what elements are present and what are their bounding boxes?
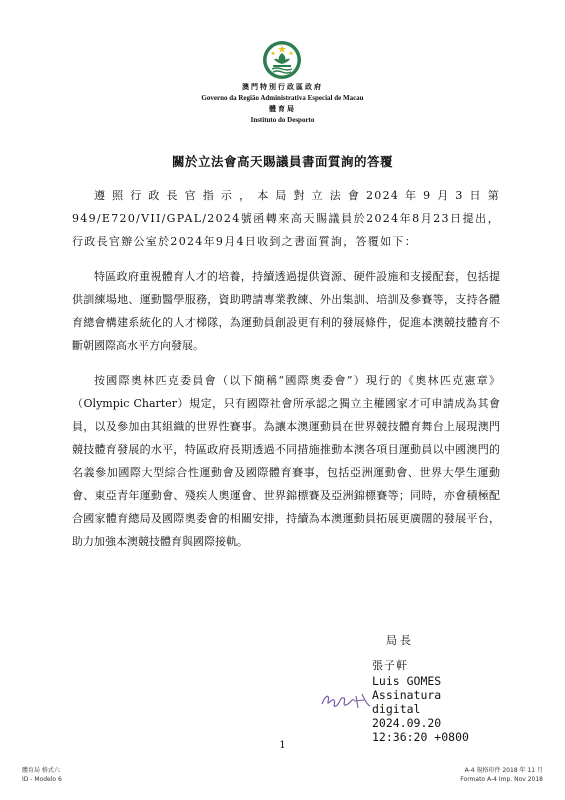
digital-signature-line: Assinatura bbox=[372, 688, 442, 702]
footer-form-id bbox=[22, 766, 62, 784]
footer-format-zh: A-4 規格印件 2018 年 11 月 bbox=[464, 767, 543, 774]
department-name-pt: Instituto do Desporto bbox=[250, 116, 315, 124]
macau-emblem-icon bbox=[262, 40, 302, 80]
digital-signature-line: 2024.09.20 bbox=[372, 716, 442, 730]
footer-form-id-zh: 體育局 格式六 bbox=[22, 767, 60, 774]
handwritten-signature-icon bbox=[318, 688, 374, 712]
page-number: 1 bbox=[279, 740, 286, 751]
signatory-name: 張子軒 bbox=[372, 659, 408, 672]
digital-signature-line: 12:36:20 +0800 bbox=[372, 730, 469, 744]
footer-format-pt: Formato A-4 Imp. Nov 2018 bbox=[460, 776, 543, 783]
signatory-title: 局長 bbox=[386, 634, 414, 647]
digital-signature-line: digital bbox=[372, 702, 421, 716]
footer-format bbox=[460, 766, 543, 784]
paragraph: 按國際奧林匹克委員會（以下簡稱“國際奧委會”）現行的《奧林匹克憲章》（Olympic Charter）規定，只有國際社會所承認之獨立主權國家才可申請成為其會員，以及參加由其組織的世界性賽事。為讓本澳運動員在世界競技體育舞台上展現澳門競技體育發展的水平，特區政府長期透過不同措施推動本澳各項目運動員以中國澳門的名義參加國際大型綜合性運動會及國際體育賽事，包括亞洲運動會、世界大學生運動會、東亞青年運動會、殘疾人奧運會、世界錦標賽及亞洲錦標賽等；同時，亦會積極配合國家體育總局及國際奧委會的相關安排，持續為本澳運動員拓展更廣闊的發展平台，助力加強本澳競技體育與國際接軌。 bbox=[72, 374, 500, 548]
paragraph: 特區政府重視體育人才的培養，持續透過提供資源、硬件設施和支援配套，包括提供訓練場地、運動醫學服務，資助聘請專業教練、外出集訓、培訓及參賽等，支持各體育總會構建系統化的人才梯隊，為運動員創設更有利的發展條件，促進本澳競技體育不斷朝國際高水平方向發展。 bbox=[72, 270, 500, 352]
department-name-zh: 體育局 bbox=[269, 105, 296, 113]
paragraph: 遵照行政長官指示，本局對立法會2024年9月3日第949/E720/VII/GPAL/2024號函轉來高天賜議員於2024年8月23日提出，行政長官辦公室於2024年9月4日收到之書面質詢，答覆如下： bbox=[72, 189, 500, 248]
letterhead bbox=[0, 82, 565, 126]
government-name-pt: Governo da Região Administrativa Especial de Macau bbox=[201, 94, 364, 102]
document-title: 關於立法會高天賜議員書面質詢的答覆 bbox=[171, 154, 393, 169]
document-body bbox=[72, 184, 500, 565]
digital-signature-line: Luis GOMES bbox=[372, 674, 442, 688]
digital-signature-block bbox=[372, 674, 512, 744]
footer-form-id-pt: ID - Modelo 6 bbox=[22, 776, 62, 783]
government-name-zh: 澳門特別行政區政府 bbox=[242, 83, 323, 91]
